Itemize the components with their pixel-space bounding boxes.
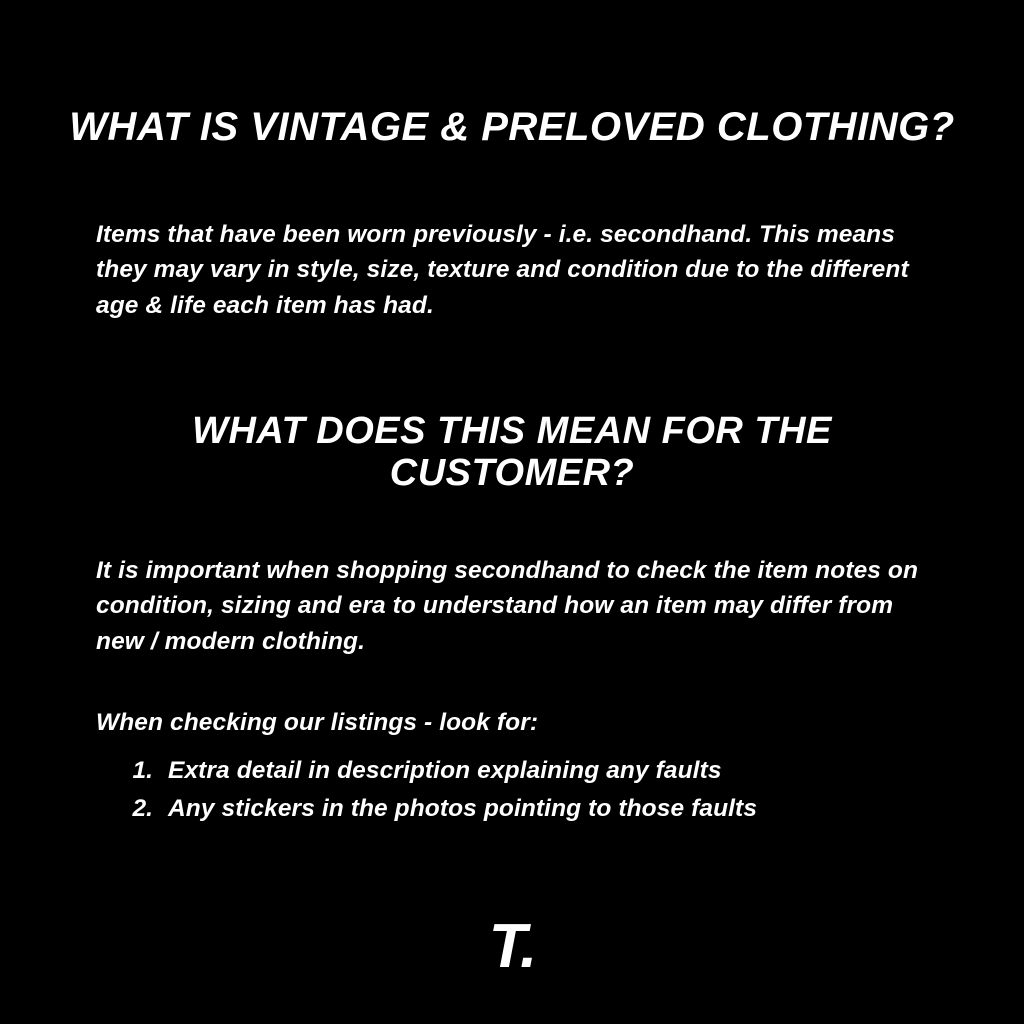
section-heading-customer: WHAT DOES THIS MEAN FOR THE CUSTOMER? bbox=[192, 409, 832, 495]
look-for-paragraph: When checking our listings - look for: bbox=[96, 708, 539, 736]
list-item: 2. Any stickers in the photos pointing to those faults bbox=[160, 790, 928, 828]
brand-logo: T. bbox=[488, 912, 536, 981]
customer-paragraph: It is important when shopping secondhand to check the item notes on condition, sizing and era to understand how an item may differ from new / modern clothing. bbox=[96, 556, 919, 655]
look-for-list bbox=[118, 752, 928, 828]
list-item: 1. Extra detail in description explaining any faults bbox=[160, 752, 928, 790]
page-title: WHAT IS VINTAGE & PRELOVED CLOTHING? bbox=[69, 104, 955, 149]
intro-paragraph: Items that have been worn previously - i.e. secondhand. This means they may vary in style, size, texture and condition due to the different age & life each item has had. bbox=[96, 220, 909, 319]
